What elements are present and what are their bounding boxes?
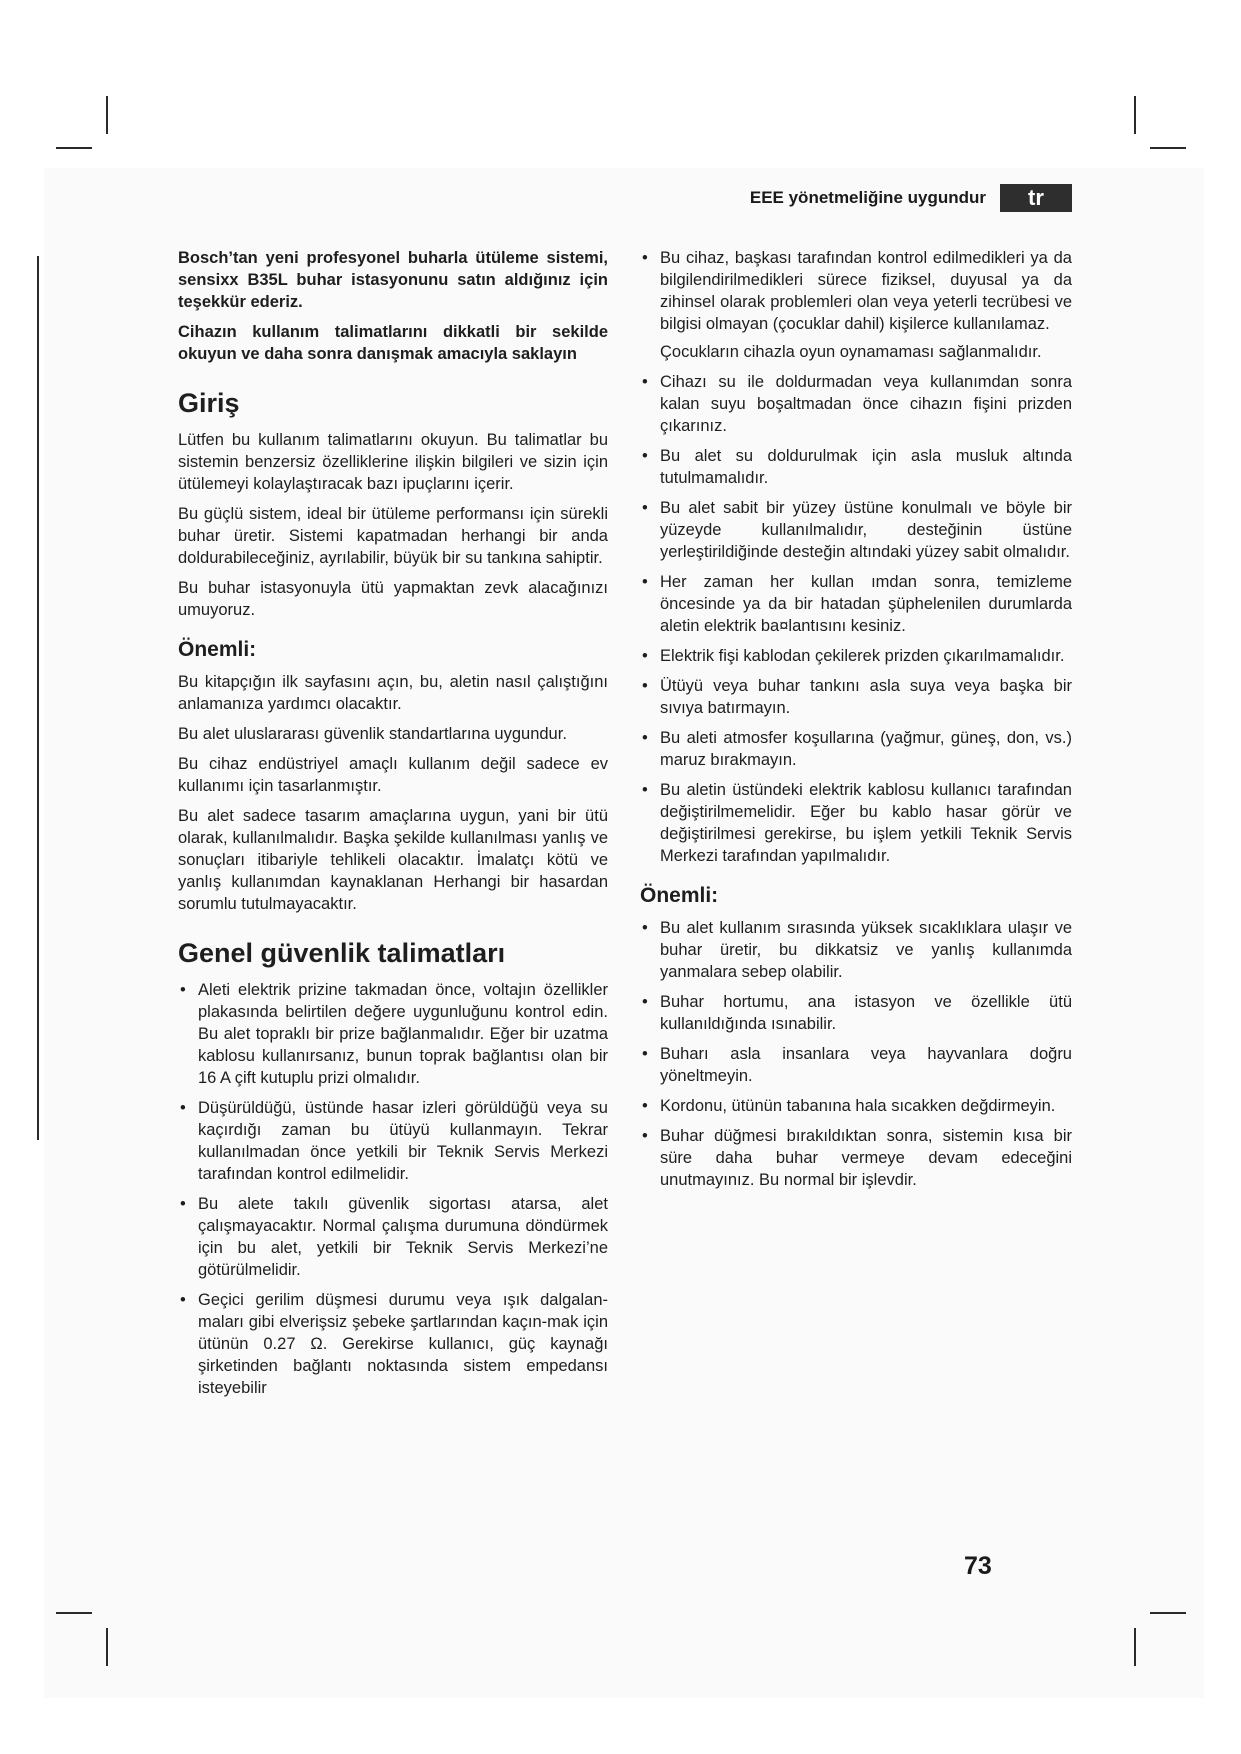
list-item: • Aleti elektrik prizine takmadan önce, voltajın özellikler plakasında belirtilen değere uygunluğunu kontrol edin. Bu alet topraklı bir prize bağlanmalıdır. Eğer bir uzatma kablosu kullanırsanız, bunun toprak bağlantısı olan bir 16 A çift kutuplu prizi olmalıdır.	[178, 979, 608, 1089]
section-title-genel-guvenlik: Genel güvenlik talimatları	[178, 938, 506, 968]
warning-list	[640, 917, 1072, 1191]
giris-paragraph-3: Bu buhar istasyonuyla ütü yapmaktan zevk alacağınızı umuyoruz.	[178, 579, 608, 619]
safety-list-continued	[640, 247, 1072, 867]
crop-mark-bottom-left-h	[56, 1612, 92, 1614]
list-item: • Geçici gerilim düşmesi durumu veya ışık dalgalan-maları gibi elverişsiz şebeke şartlarından kaçın-mak için ütünün 0.27 Ω. Gerekirse kullanıcı, güç kaynağı şirketinden bağlantı noktasında sistem empedansı isteyebilir	[178, 1289, 608, 1399]
list-item: • Bu alete takılı güvenlik sigortası atarsa, alet çalışmayacaktır. Normal çalışma durumuna döndürmek için bu alet, yetkili bir Teknik Servis Merkezi’ne götürülmelidir.	[178, 1193, 608, 1281]
safety-list	[178, 979, 608, 1399]
list-item: • Elektrik fişi kablodan çekilerek prizden çıkarılmamalıdır.	[640, 645, 1072, 667]
list-item: • Bu alet su doldurulmak için asla musluk altında tutulmamalıdır.	[640, 445, 1072, 489]
onemli-paragraph-2: Bu alet uluslararası güvenlik standartlarına uygundur.	[178, 725, 567, 743]
onemli-paragraph-3: Bu cihaz endüstriyel amaçlı kullanım değil sadece ev kullanımı için tasarlanmıştır.	[178, 755, 608, 795]
header-title: EEE yönetmeliğine uygundur	[749, 188, 986, 207]
giris-paragraph-2: Bu güçlü sistem, ideal bir ütüleme performansı için sürekli buhar üretir. Sistemi kapatmadan herhangi bir anda doldurabileceğiniz, ayrılabilir, büyük bir su tankına sahiptir.	[178, 505, 608, 567]
crop-mark-top-left-v	[106, 96, 108, 134]
onemli-paragraph-4: Bu alet sadece tasarım amaçlarına uygun, yani bir ütü olarak, kullanılmalıdır. Başka şekilde kullanılması yanlış ve sonuçları itibariyle tehlikeli olacaktır. İmalatçı kötü ve yanlış kullanımdan kaynaklanan Herhangi bir hasardan sorumlu tutulmayacaktır.	[178, 807, 608, 913]
margin-bar	[37, 256, 39, 1140]
list-item-text: Bu cihaz, başkası tarafından kontrol edilmedikleri ya da bilgilendirilmedikleri sürece fiziksel, duyusal ya da zihinsel olarak problemleri olan veya yeterli tecrübesi ve bilgisi olmayan (çocuklar dahil) kişilerce kullanılamaz.	[660, 249, 1072, 333]
section-title-onemli: Önemli:	[178, 638, 257, 661]
list-item: • Bu aleti atmosfer koşullarına (yağmur, güneş, don, vs.) maruz bırakmayın.	[640, 727, 1072, 771]
intro-read-instructions: Cihazın kullanım talimatlarını dikkatli bir sekilde okuyun ve daha sonra danışmak amacıyla saklayın	[178, 323, 608, 363]
list-item: • Cihazı su ile doldurmadan veya kullanımdan sonra kalan suyu boşaltmadan önce cihazın fişini prizden çıkarınız.	[640, 371, 1072, 437]
list-item: • Bu aletin üstündeki elektrik kablosu kullanıcı tarafından değiştirilmemelidir. Eğer bu kablo hasar görür ve değiştirilmesi gerekirse, bu işlem yetkili Teknik Servis Merkezi tarafından yapılmalıdır.	[640, 779, 1072, 867]
crop-mark-top-left-h	[56, 147, 92, 149]
list-item: • Buharı asla insanlara veya hayvanlara doğru yöneltmeyin.	[640, 1043, 1072, 1087]
onemli-paragraph-1: Bu kitapçığın ilk sayfasını açın, bu, aletin nasıl çalıştığını anlamanıza yardımcı olacaktır.	[178, 673, 608, 713]
crop-mark-top-right-v	[1134, 96, 1136, 134]
crop-mark-top-right-h	[1150, 147, 1186, 149]
list-item: • Buhar düğmesi bırakıldıktan sonra, sistemin kısa bir süre daha buhar vermeye devam edeceğini unutmayınız. Bu normal bir işlevdir.	[640, 1125, 1072, 1191]
giris-paragraph-1: Lütfen bu kullanım talimatlarını okuyun. Bu talimatlar bu sistemin benzersiz özelliklerine ilişkin bilgileri ve sizin için ütülemeyi kolaylaştıracak bazı ipuçlarını içerir.	[178, 431, 608, 493]
intro-thanks: Bosch’tan yeni profesyonel buharla ütüleme sistemi, sensixx B35L buhar istasyonunu satın aldığınız için teşekkür ederiz.	[178, 249, 608, 311]
page-header	[720, 184, 1072, 212]
list-item: • Bu alet sabit bir yüzey üstüne konulmalı ve böyle bir yüzeyde kullanılmalıdır, desteğinin üstüne yerleştirildiğinde desteğin altındaki yüzey sabit olmalıdır.	[640, 497, 1072, 563]
language-badge: tr	[1000, 184, 1072, 212]
section-title-giris: Giriş	[178, 388, 240, 418]
crop-mark-bottom-right-h	[1150, 1612, 1186, 1614]
list-item-subparagraph: Çocukların cihazla oyun oynamaması sağlanmalıdır.	[660, 343, 1042, 361]
list-item: • Buhar hortumu, ana istasyon ve özellikle ütü kullanıldığında ısınabilir.	[640, 991, 1072, 1035]
list-item: • Her zaman her kullan ımdan sonra, temizleme öncesinde ya da bir hatadan şüphelenilen durumlarda aletin elektrik ba¤lantısını kesiniz.	[640, 571, 1072, 637]
left-column	[178, 247, 608, 1407]
crop-mark-bottom-left-v	[106, 1628, 108, 1666]
list-item	[640, 247, 1072, 363]
section-title-onemli-right: Önemli:	[640, 884, 719, 907]
list-item: • Düşürüldüğü, üstünde hasar izleri görüldüğü veya su kaçırdığı zaman bu ütüyü kullanmayın. Tekrar kullanılmadan önce yetkili bir Teknik Servis Merkezi tarafından kontrol edilmelidir.	[178, 1097, 608, 1185]
page-number: 73	[964, 1552, 992, 1580]
list-item: • Ütüyü veya buhar tankını asla suya veya başka bir sıvıya batırmayın.	[640, 675, 1072, 719]
list-item: • Kordonu, ütünün tabanına hala sıcakken değdirmeyin.	[640, 1095, 1072, 1117]
list-item: • Bu alet kullanım sırasında yüksek sıcaklıklara ulaşır ve buhar üretir, bu dikkatsiz ve yanlış kullanımda yanmalara sebep olabilir.	[640, 917, 1072, 983]
right-column	[640, 247, 1072, 1199]
crop-mark-bottom-right-v	[1134, 1628, 1136, 1666]
